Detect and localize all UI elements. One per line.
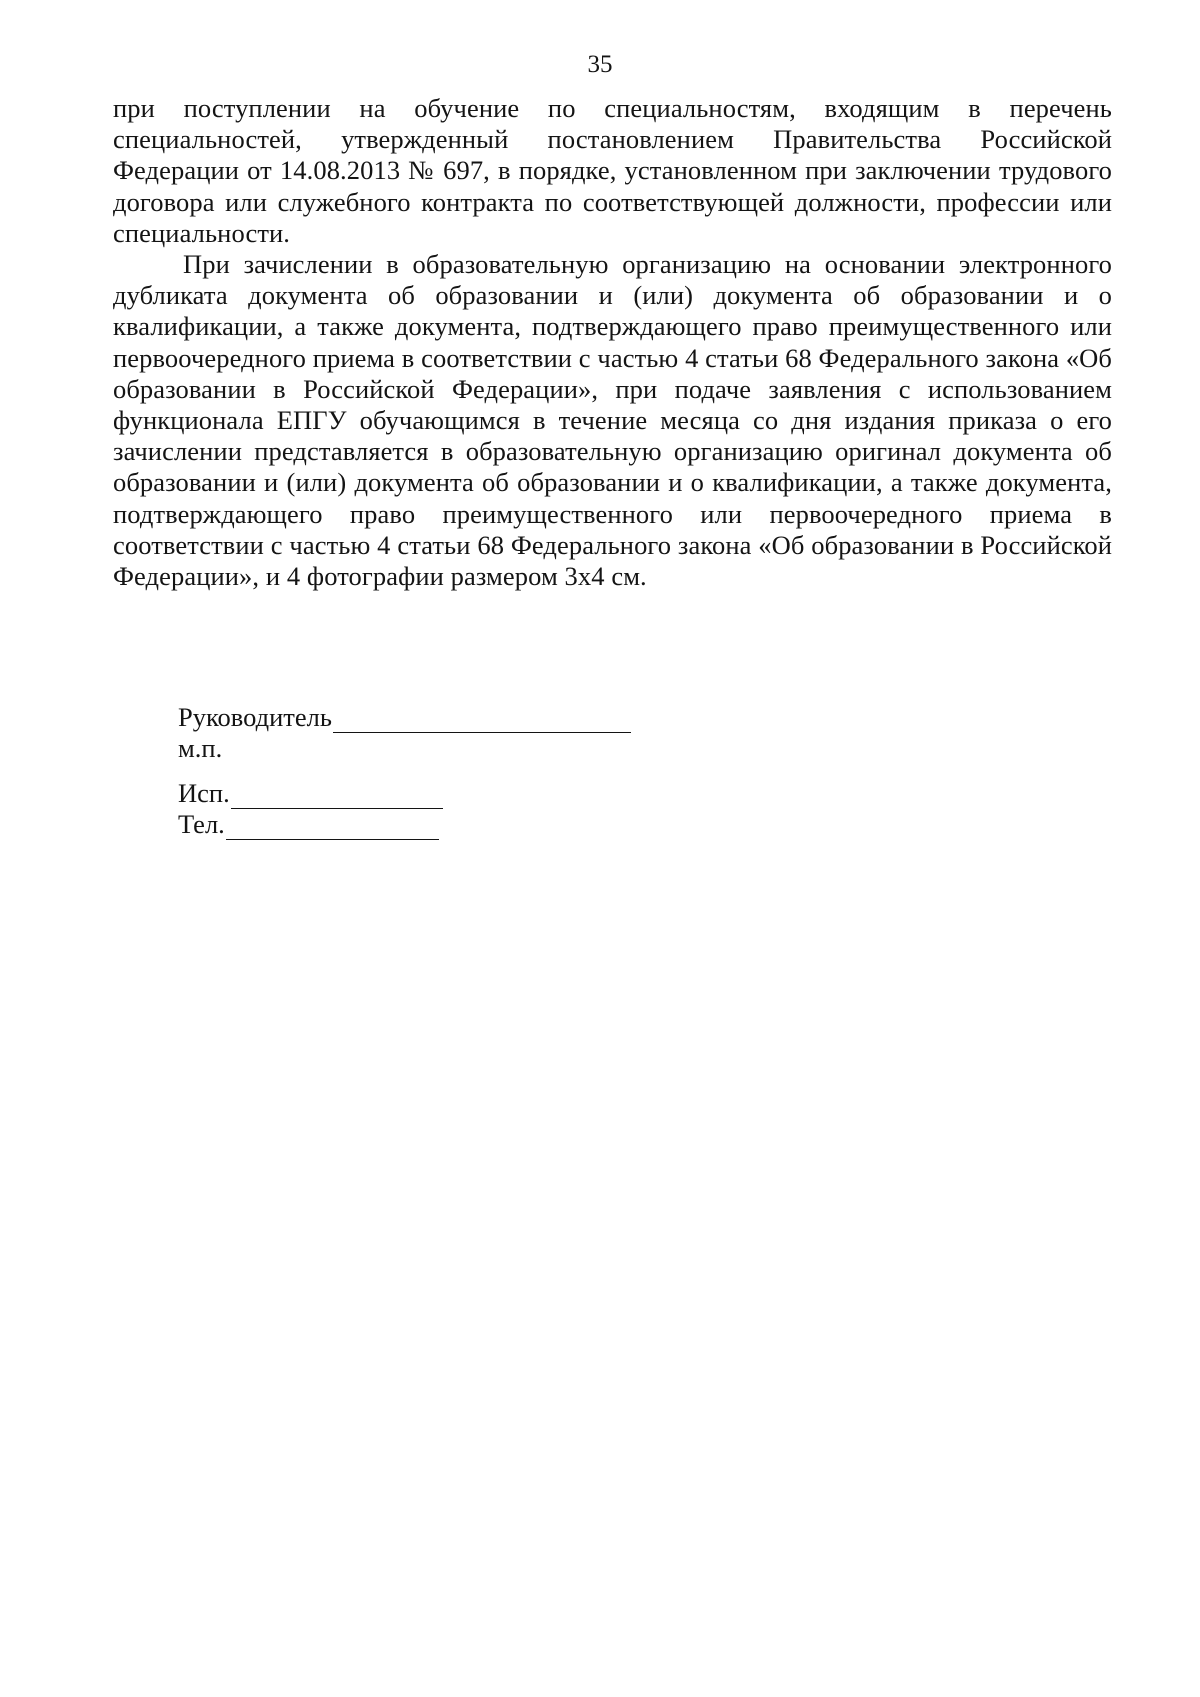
head-label: Руководитель [178,702,332,732]
executor-line [178,778,631,809]
paragraph-enrollment: При зачислении в образовательную организацию на основании электронного дубликата документа об образовании и (или) документа об образовании и о квалификации, а также документа, подтверждающего право преимущественного или первоочередного приема в соответствии с частью 4 статьи 68 Федерального закона «Об образовании в Российской Федерации», при подаче заявления с использованием функционала ЕПГУ обучающимся в течение месяца со дня издания приказа о его зачислении представляется в образовательную организацию оригинал документа об образовании и (или) документа об образовании и о квалификации, а также документа, подтверждающего право преимущественного или первоочередного приема в соответствии с частью 4 статьи 68 Федерального закона «Об образовании в Российской Федерации», и 4 фотографии размером 3х4 см. [113,249,1112,592]
executor-label: Исп. [178,778,230,808]
phone-line [178,809,631,840]
signature-block [178,702,631,840]
paragraph-continuation: при поступлении на обучение по специальностям, входящим в перечень специальностей, утвержденный постановлением Правительства Российской Федерации от 14.08.2013 № 697, в порядке, установленном при заключении трудового договора или служебного контракта по соответствующей должности, профессии или специальности. [113,93,1112,248]
page-number: 35 [587,51,613,78]
stamp-label: м.п. [178,733,223,763]
executor-blank [231,784,443,809]
head-signature-line [178,702,631,733]
head-signature-blank [333,708,631,733]
phone-blank [226,815,439,840]
document-body [113,93,1112,592]
phone-label: Тел. [178,809,225,839]
